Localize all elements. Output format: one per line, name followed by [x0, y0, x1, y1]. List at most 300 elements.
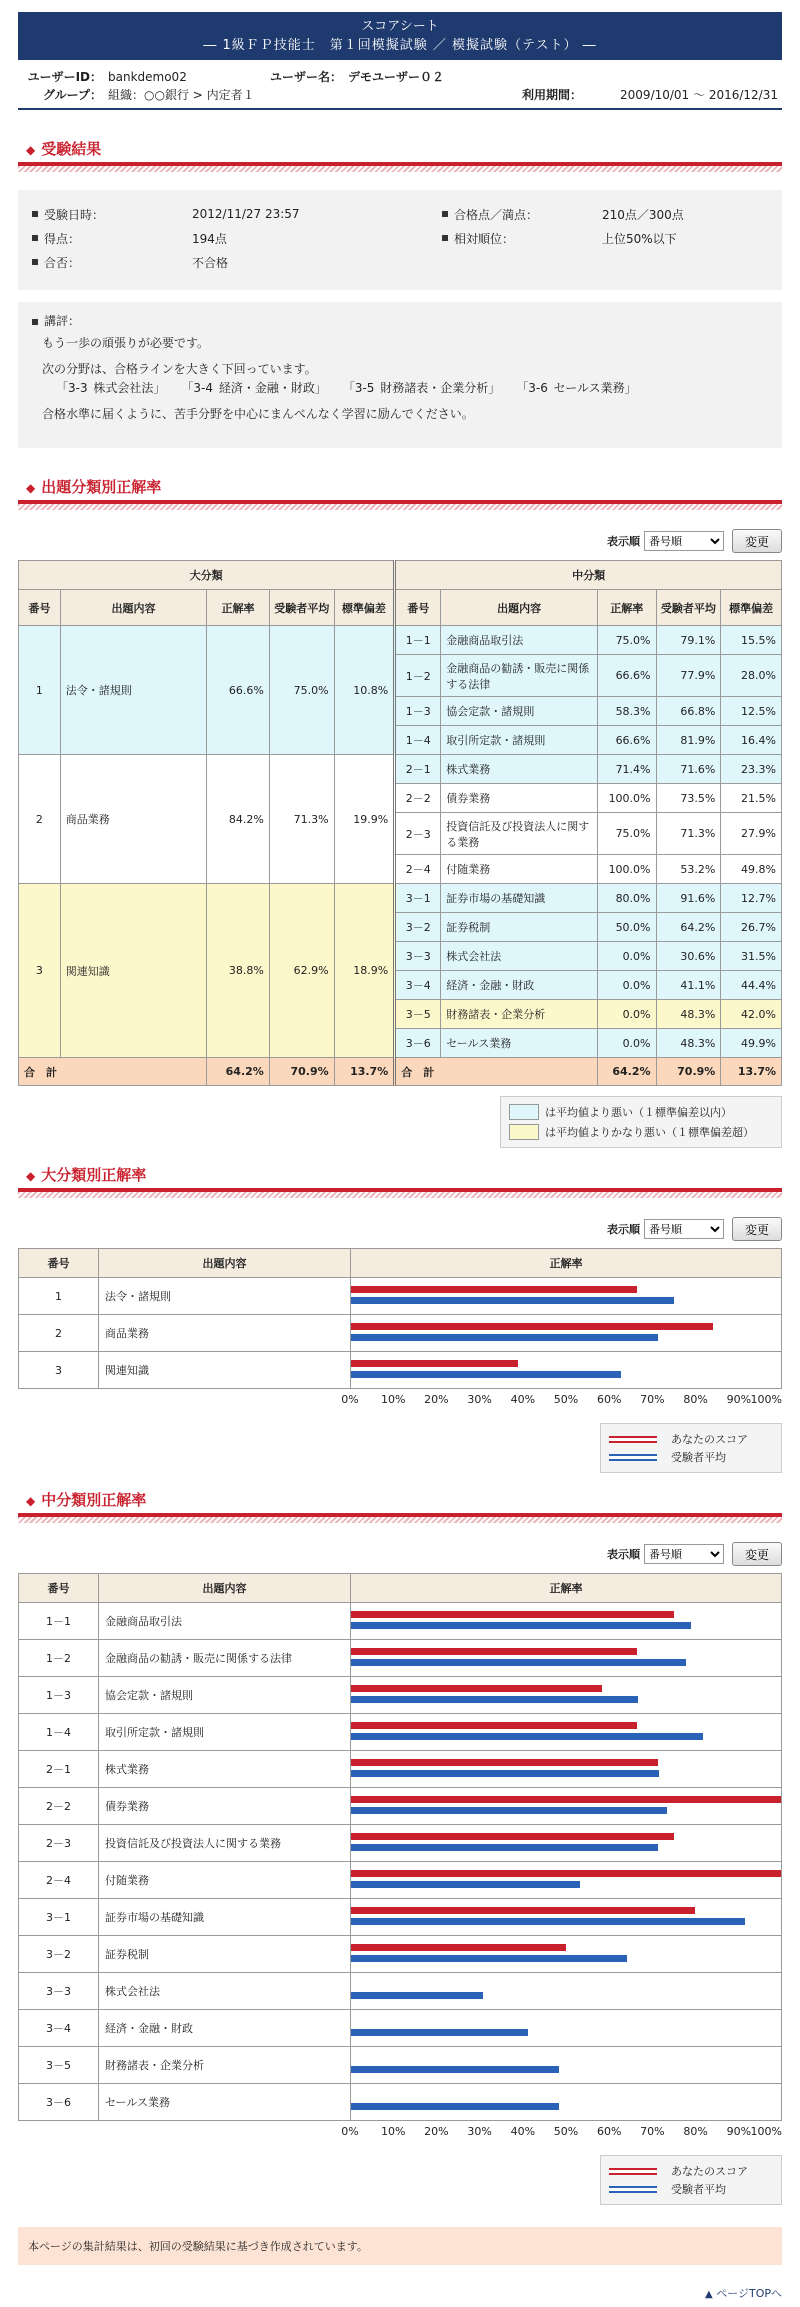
minor-sd: 12.7%: [721, 884, 782, 913]
chart-row: [19, 1603, 782, 1640]
major-avg: 71.3%: [269, 755, 334, 884]
row-number: 3－2: [19, 1936, 99, 1973]
minor-no: 2－2: [395, 784, 441, 813]
minor-no: 1－3: [395, 697, 441, 726]
chart-row: [19, 2010, 782, 2047]
table-row: [19, 884, 782, 913]
minor-sd: 26.7%: [721, 913, 782, 942]
row-content: 投資信託及び投資法人に関する業務: [99, 1825, 351, 1862]
weak-area: 「3-3 株式会社法」: [56, 381, 166, 395]
weak-area: 「3-5 財務諸表・企業分析」: [348, 381, 501, 395]
row-number: 2－1: [19, 1751, 99, 1788]
average-bar: [351, 1772, 659, 1779]
yellow-legend-text: は平均値よりかなり悪い（１標準偏差超）: [545, 1126, 754, 1139]
row-number: 1－2: [19, 1640, 99, 1677]
axis-tick-label: 60%: [596, 2125, 622, 2138]
major-name: 商品業務: [60, 755, 206, 884]
minor-name: 投資信託及び投資法人に関する業務: [441, 813, 598, 855]
section-minor-heading: [18, 1487, 782, 1517]
major-chart-legend: [600, 1423, 782, 1473]
row-bars: [351, 1603, 782, 1640]
row-content: 付随業務: [99, 1862, 351, 1899]
major-rate: 38.8%: [207, 884, 270, 1058]
row-content: 株式会社法: [99, 1973, 351, 2010]
section-result-heading: [18, 136, 782, 166]
topic-table-body: [19, 626, 782, 1058]
row-content: セールス業務: [99, 2084, 351, 2121]
total-rate: 64.2%: [207, 1058, 270, 1086]
col-content: 出題内容: [441, 590, 598, 626]
average-bar: [351, 2105, 559, 2112]
period-value: 2009/10/01 ～ 2016/12/31: [620, 88, 778, 102]
legend-average: 受験者平均: [671, 1451, 726, 1464]
row-bars: [351, 1352, 782, 1389]
col-rate: 正解率: [351, 1249, 782, 1278]
major-rate: 66.6%: [207, 626, 270, 755]
bar-pair: [351, 1899, 781, 1935]
bar-pair: [351, 1352, 781, 1388]
bar-pair: [351, 1315, 781, 1351]
minor-sd: 49.9%: [721, 1029, 782, 1058]
row-content: 商品業務: [99, 1315, 351, 1352]
diamond-icon: ◆: [26, 143, 36, 157]
minor-avg: 48.3%: [656, 1000, 721, 1029]
row-content: 経済・金融・財政: [99, 2010, 351, 2047]
diamond-icon: ◆: [26, 481, 36, 495]
minor-sd: 49.8%: [721, 855, 782, 884]
order-label: 表示順: [607, 535, 640, 548]
bullet-icon: [442, 235, 448, 241]
your-score-line-icon: [609, 1436, 657, 1443]
major-name: 関連知識: [60, 884, 206, 1058]
col-avg: 受験者平均: [656, 590, 721, 626]
axis-tick-label: 20%: [424, 2125, 449, 2138]
row-content: 金融商品取引法: [99, 1603, 351, 1640]
bar-pair: [351, 1714, 781, 1750]
average-bar: [351, 1846, 658, 1853]
order-select[interactable]: [644, 531, 724, 551]
row-content: 債券業務: [99, 1788, 351, 1825]
page-top-link[interactable]: [18, 2285, 782, 2307]
user-name-label: ユーザー名：: [269, 70, 342, 84]
your-score-bar: [351, 1872, 781, 1879]
col-avg: 受験者平均: [269, 590, 334, 626]
your-score-bar: [351, 1650, 637, 1657]
axis-tick-label: 100%: [750, 2125, 782, 2138]
bullet-icon: [32, 211, 38, 217]
minor-avg: 77.9%: [656, 655, 721, 697]
minor-avg: 30.6%: [656, 942, 721, 971]
chart-row: [19, 1352, 782, 1389]
minor-avg: 53.2%: [656, 855, 721, 884]
row-bars: [351, 1714, 782, 1751]
pass-score-value: 210点／300点: [602, 207, 684, 222]
bar-pair: [351, 1640, 781, 1676]
average-bar: [351, 1624, 691, 1631]
diamond-icon: ◆: [26, 1169, 36, 1183]
order-select[interactable]: [644, 1544, 724, 1564]
minor-sd: 28.0%: [721, 655, 782, 697]
minor-name: 経済・金融・財政: [441, 971, 598, 1000]
rank-value: 上位50%以下: [602, 231, 677, 246]
average-bar: [351, 2031, 528, 2038]
table-row: [19, 755, 782, 784]
axis-tick-label: 100%: [750, 1393, 782, 1406]
bullet-icon: [32, 235, 38, 241]
yellow-swatch: [509, 1124, 539, 1140]
minor-chart-table: [18, 1573, 782, 2121]
order-control: [18, 526, 782, 556]
minor-no: 2－3: [395, 813, 441, 855]
bar-pair: [351, 1278, 781, 1314]
average-bar: [351, 1336, 658, 1343]
verdict-value: 不合格: [192, 255, 229, 270]
row-number: 1－3: [19, 1677, 99, 1714]
your-score-bar: [351, 1288, 637, 1295]
order-control: [18, 1539, 782, 1569]
minor-chart-legend: [600, 2155, 782, 2205]
minor-rate: 50.0%: [597, 913, 656, 942]
chart-row: [19, 1640, 782, 1677]
user-info: [18, 62, 782, 110]
chart-row: [19, 1751, 782, 1788]
minor-avg: 48.3%: [656, 1029, 721, 1058]
row-content: 証券市場の基礎知識: [99, 1899, 351, 1936]
axis-tick-label: 0%: [341, 1393, 359, 1406]
minor-avg: 41.1%: [656, 971, 721, 1000]
bar-pair: [351, 1936, 781, 1972]
weak-area: 「3-6 セールス業務」: [522, 381, 637, 395]
major-sd: 10.8%: [334, 626, 395, 755]
col-content: 出題内容: [60, 590, 206, 626]
minor-sd: 12.5%: [721, 697, 782, 726]
score-label: 得点：: [44, 231, 81, 246]
your-score-bar: [351, 1909, 695, 1916]
change-button[interactable]: 変更: [732, 1542, 782, 1566]
minor-avg: 79.1%: [656, 626, 721, 655]
major-chart-axis: [341, 1393, 782, 1413]
row-bars: [351, 1899, 782, 1936]
minor-avg: 71.3%: [656, 813, 721, 855]
your-score-bar: [351, 1362, 518, 1369]
row-number: 1－1: [19, 1603, 99, 1640]
footnote: 本ページの集計結果は、初回の受験結果に基づき作成されています。: [18, 2227, 782, 2265]
chart-row: [19, 2047, 782, 2084]
axis-tick-label: 50%: [553, 2125, 579, 2138]
change-button[interactable]: 変更: [732, 1217, 782, 1241]
row-content: 財務諸表・企業分析: [99, 2047, 351, 2084]
col-no: 番号: [19, 1574, 99, 1603]
minor-group-header: 中分類: [395, 561, 782, 590]
minor-rate: 66.6%: [597, 655, 656, 697]
average-bar: [351, 1735, 703, 1742]
major-avg: 75.0%: [269, 626, 334, 755]
minor-sd: 27.9%: [721, 813, 782, 855]
minor-rate: 0.0%: [597, 971, 656, 1000]
user-id-label: ユーザーID：: [27, 70, 102, 84]
minor-sd: 31.5%: [721, 942, 782, 971]
row-bars: [351, 1973, 782, 2010]
comment-line-2: 次の分野は、合格ラインを大きく下回っています。: [42, 362, 317, 376]
average-bar: [351, 1299, 674, 1306]
minor-name: 債券業務: [441, 784, 598, 813]
minor-sd: 42.0%: [721, 1000, 782, 1029]
minor-name: 付随業務: [441, 855, 598, 884]
total-avg: 70.9%: [269, 1058, 334, 1086]
user-id-value: bankdemo02: [108, 70, 187, 84]
row-content: 法令・諸規則: [99, 1278, 351, 1315]
major-no: 2: [19, 755, 61, 884]
row-bars: [351, 2010, 782, 2047]
row-bars: [351, 2084, 782, 2121]
section-result-title: 受験結果: [41, 140, 102, 158]
minor-rate: 100.0%: [597, 855, 656, 884]
minor-rate: 66.6%: [597, 726, 656, 755]
your-score-bar: [351, 1761, 658, 1768]
major-chart-body: [19, 1278, 782, 1389]
major-no: 3: [19, 884, 61, 1058]
axis-tick-label: 20%: [424, 1393, 449, 1406]
weak-areas: [32, 379, 768, 398]
average-bar: [351, 1373, 621, 1380]
chart-row: [19, 1278, 782, 1315]
tone-legend: [500, 1096, 782, 1148]
row-bars: [351, 1640, 782, 1677]
col-sd: 標準偏差: [721, 590, 782, 626]
minor-no: 1－4: [395, 726, 441, 755]
col-content: 出題内容: [99, 1249, 351, 1278]
total-label: 合 計: [395, 1058, 598, 1086]
axis-tick-label: 80%: [683, 1393, 708, 1406]
axis-tick-label: 70%: [640, 2125, 665, 2138]
row-number: 3－5: [19, 2047, 99, 2084]
axis-tick-label: 70%: [640, 1393, 665, 1406]
page-title: スコアシート: [361, 19, 439, 34]
minor-name: セールス業務: [441, 1029, 598, 1058]
chart-row: [19, 1899, 782, 1936]
chart-row: [19, 1973, 782, 2010]
comment-box: [18, 302, 782, 448]
major-avg: 62.9%: [269, 884, 334, 1058]
minor-avg: 66.8%: [656, 697, 721, 726]
your-score-line-icon: [609, 2168, 657, 2175]
row-bars: [351, 1677, 782, 1714]
order-select[interactable]: [644, 1219, 724, 1239]
your-score-bar: [351, 1946, 566, 1953]
average-bar: [351, 1920, 745, 1927]
bar-pair: [351, 1603, 781, 1639]
row-bars: [351, 1751, 782, 1788]
major-sd: 19.9%: [334, 755, 395, 884]
row-number: 1－4: [19, 1714, 99, 1751]
row-content: 関連知識: [99, 1352, 351, 1389]
minor-no: 3－5: [395, 1000, 441, 1029]
axis-tick-label: 10%: [380, 2125, 406, 2138]
axis-tick-label: 90%: [726, 2125, 752, 2138]
group-value: 組織：○○銀行 > 内定者１: [108, 88, 255, 102]
col-content: 出題内容: [99, 1574, 351, 1603]
order-label: 表示順: [607, 1548, 640, 1561]
minor-no: 1－2: [395, 655, 441, 697]
minor-no: 3－1: [395, 884, 441, 913]
row-bars: [351, 1788, 782, 1825]
your-score-bar: [351, 1798, 781, 1805]
group-label: グループ：: [42, 88, 102, 102]
minor-avg: 64.2%: [656, 913, 721, 942]
minor-rate: 0.0%: [597, 1029, 656, 1058]
axis-tick-label: 10%: [380, 1393, 406, 1406]
average-line-icon: [609, 2186, 657, 2193]
row-number: 3－4: [19, 2010, 99, 2047]
minor-no: 2－4: [395, 855, 441, 884]
average-bar: [351, 1994, 483, 2001]
bar-pair: [351, 1677, 781, 1713]
order-control: [18, 1214, 782, 1244]
verdict-label: 合否：: [44, 255, 81, 270]
minor-chart-axis: [341, 2125, 782, 2145]
legend-your-score: あなたのスコア: [671, 1433, 748, 1446]
your-score-bar: [351, 1325, 713, 1332]
user-name-value: デモユーザー０２: [348, 70, 445, 84]
row-number: 2－3: [19, 1825, 99, 1862]
major-rate: 84.2%: [207, 755, 270, 884]
bar-pair: [351, 2010, 781, 2046]
minor-sd: 21.5%: [721, 784, 782, 813]
minor-no: 3－2: [395, 913, 441, 942]
period-label: 利用期間：: [521, 88, 582, 102]
row-number: 3－6: [19, 2084, 99, 2121]
major-group-header: 大分類: [19, 561, 395, 590]
minor-no: 3－3: [395, 942, 441, 971]
row-bars: [351, 1825, 782, 1862]
bullet-icon: [32, 259, 38, 265]
total-label: 合 計: [19, 1058, 207, 1086]
chart-row: [19, 2084, 782, 2121]
minor-name: 協会定款・諸規則: [441, 697, 598, 726]
section-minor-title: 中分類別正解率: [41, 1491, 147, 1509]
pass-score-label: 合格点／満点：: [454, 207, 539, 222]
total-sd: 13.7%: [721, 1058, 782, 1086]
row-content: 協会定款・諸規則: [99, 1677, 351, 1714]
minor-name: 取引所定款・諸規則: [441, 726, 598, 755]
col-no: 番号: [19, 590, 61, 626]
chart-row: [19, 1825, 782, 1862]
axis-tick-label: 30%: [467, 1393, 492, 1406]
col-rate: 正解率: [597, 590, 656, 626]
minor-name: 金融商品取引法: [441, 626, 598, 655]
exam-subtitle: ― 1級ＦＰ技能士 第１回模擬試験 ／ 模擬試験（テスト） ―: [203, 38, 597, 53]
axis-tick-label: 40%: [510, 1393, 536, 1406]
axis-tick-label: 80%: [683, 2125, 708, 2138]
minor-rate: 75.0%: [597, 626, 656, 655]
bar-pair: [351, 2084, 781, 2120]
chart-row: [19, 1936, 782, 1973]
total-sd: 13.7%: [334, 1058, 395, 1086]
minor-no: 3－4: [395, 971, 441, 1000]
chart-row: [19, 1714, 782, 1751]
minor-avg: 71.6%: [656, 755, 721, 784]
col-rate: 正解率: [351, 1574, 782, 1603]
section-topic-heading: [18, 474, 782, 504]
minor-no: 2－1: [395, 755, 441, 784]
minor-sd: 16.4%: [721, 726, 782, 755]
weak-area: 「3-4 経済・金融・財政」: [187, 381, 327, 395]
comment-label: 講評：: [44, 314, 81, 328]
axis-tick-label: 90%: [726, 1393, 752, 1406]
score-value: 194点: [192, 231, 227, 246]
table-row: [19, 626, 782, 655]
minor-chart-body: [19, 1603, 782, 2121]
average-bar: [351, 1661, 686, 1668]
chart-row: [19, 1862, 782, 1899]
order-label: 表示順: [607, 1223, 640, 1236]
axis-tick-label: 50%: [553, 1393, 579, 1406]
your-score-bar: [351, 1835, 674, 1842]
bullet-icon: [442, 211, 448, 217]
average-bar: [351, 1957, 627, 1964]
rank-label: 相対順位：: [454, 231, 515, 246]
row-content: 株式業務: [99, 1751, 351, 1788]
legend-your-score: あなたのスコア: [671, 2165, 748, 2178]
bar-pair: [351, 1788, 781, 1824]
row-bars: [351, 1862, 782, 1899]
col-no: 番号: [19, 1249, 99, 1278]
minor-rate: 100.0%: [597, 784, 656, 813]
section-major-heading: [18, 1162, 782, 1192]
result-summary: [18, 190, 782, 290]
your-score-bar: [351, 1724, 637, 1731]
minor-rate: 71.4%: [597, 755, 656, 784]
comment-line-3: 合格水準に届くように、苦手分野を中心にまんべんなく学習に励んでください。: [42, 407, 474, 421]
minor-rate: 80.0%: [597, 884, 656, 913]
row-bars: [351, 2047, 782, 2084]
change-button[interactable]: 変更: [732, 529, 782, 553]
minor-rate: 75.0%: [597, 813, 656, 855]
triangle-up-icon: ▲: [705, 2289, 713, 2300]
chart-row: [19, 1788, 782, 1825]
minor-avg: 91.6%: [656, 884, 721, 913]
row-number: 2: [19, 1315, 99, 1352]
row-number: 2－2: [19, 1788, 99, 1825]
row-bars: [351, 1315, 782, 1352]
row-number: 1: [19, 1278, 99, 1315]
axis-tick-label: 60%: [596, 1393, 622, 1406]
exam-date-label: 受験日時：: [44, 207, 105, 222]
row-bars: [351, 1936, 782, 1973]
average-bar: [351, 2068, 559, 2075]
your-score-bar: [351, 1613, 674, 1620]
average-bar: [351, 1809, 667, 1816]
minor-no: 3－6: [395, 1029, 441, 1058]
minor-name: 金融商品の勧誘・販売に関係する法律: [441, 655, 598, 697]
bar-pair: [351, 1751, 781, 1787]
row-number: 3－1: [19, 1899, 99, 1936]
row-bars: [351, 1278, 782, 1315]
average-bar: [351, 1698, 638, 1705]
bar-pair: [351, 1862, 781, 1898]
col-no: 番号: [395, 590, 441, 626]
average-line-icon: [609, 1454, 657, 1461]
total-avg: 70.9%: [656, 1058, 721, 1086]
bullet-icon: [32, 319, 38, 325]
diamond-icon: ◆: [26, 1494, 36, 1508]
row-number: 2－4: [19, 1862, 99, 1899]
axis-tick-label: 0%: [341, 2125, 359, 2138]
section-major-title: 大分類別正解率: [41, 1166, 147, 1184]
minor-avg: 73.5%: [656, 784, 721, 813]
row-content: 取引所定款・諸規則: [99, 1714, 351, 1751]
blue-legend-text: は平均値より悪い（１標準偏差以内）: [545, 1106, 732, 1119]
